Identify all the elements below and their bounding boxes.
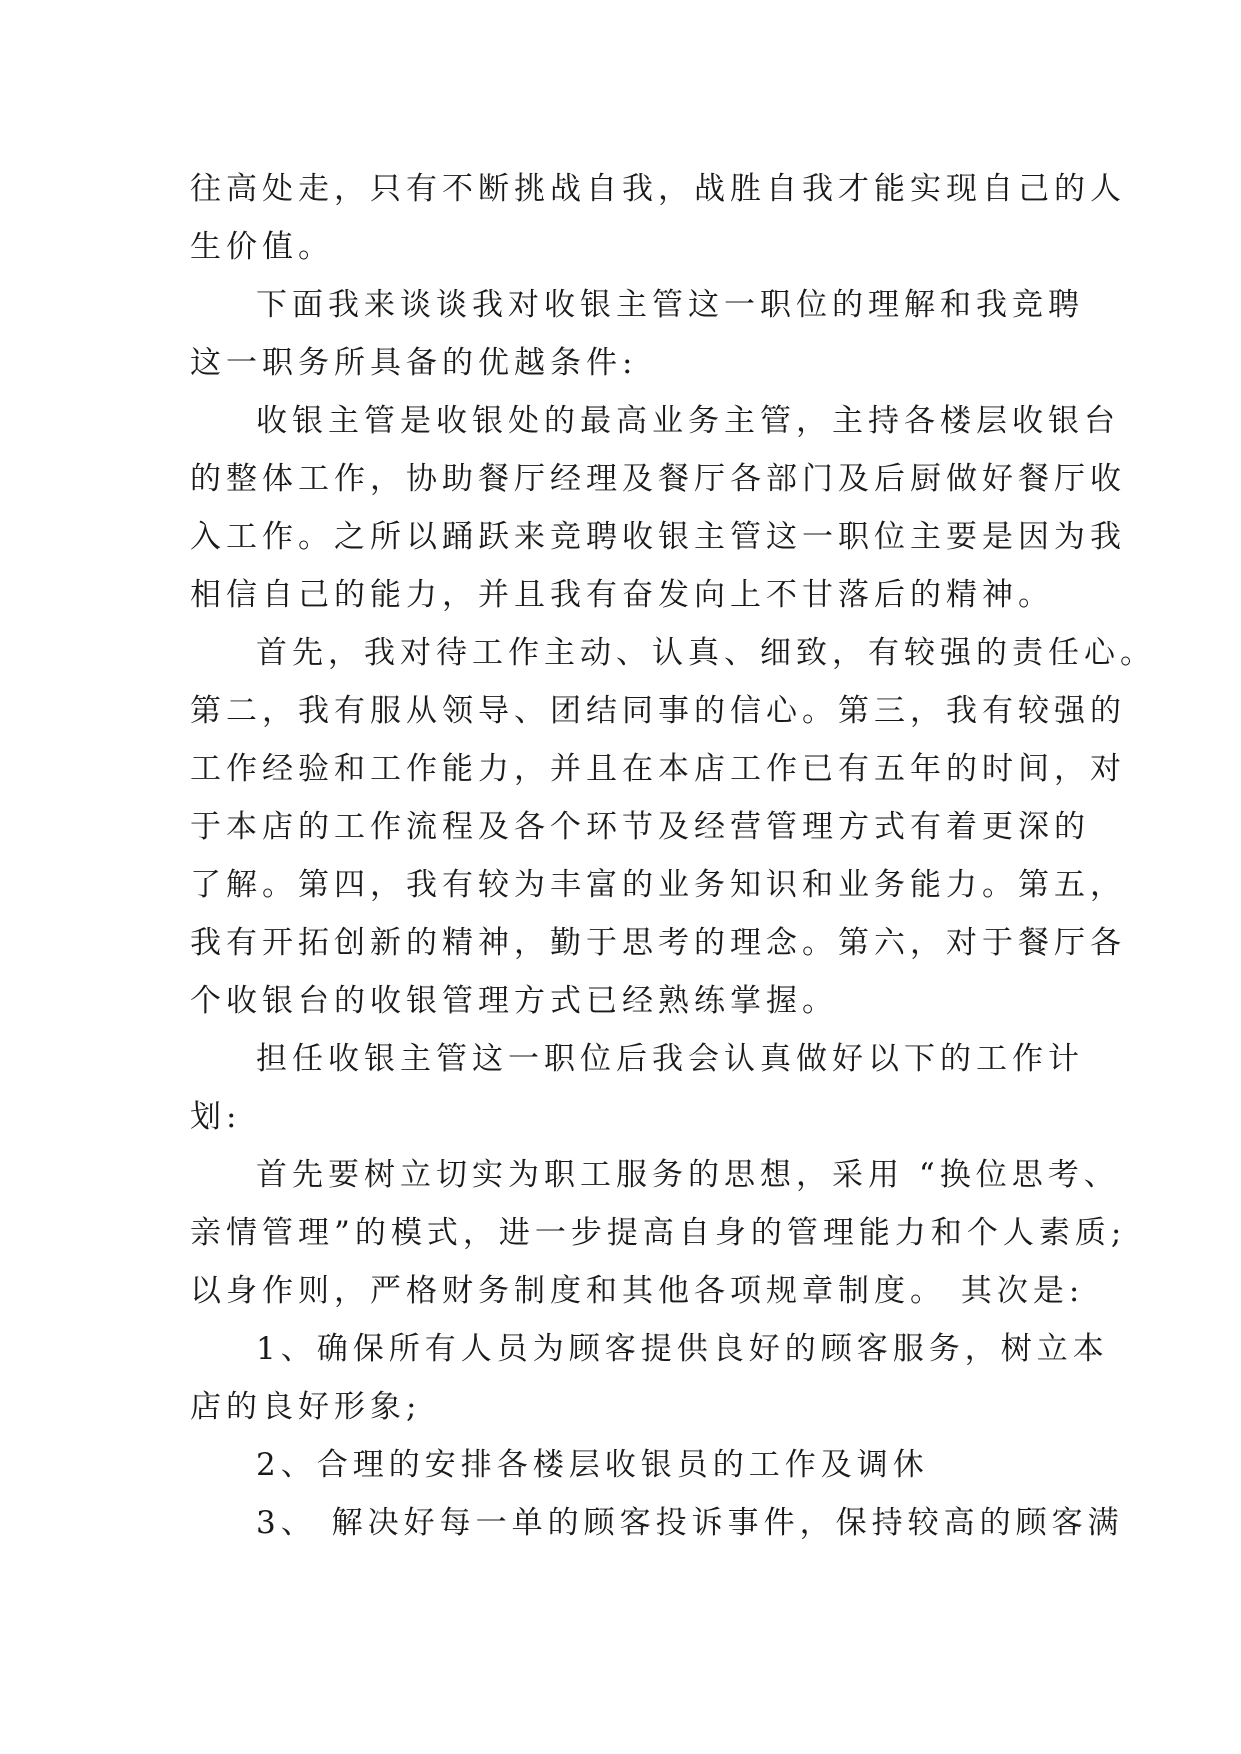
text-line: 相信自己的能力，并且我有奋发向上不甘落后的精神。 [190,577,1054,613]
text-line: 于本店的工作流程及各个环节及经营管理方式有着更深的 [190,809,1090,845]
text-line: 工作经验和工作能力，并且在本店工作已有五年的时间，对 [190,751,1126,787]
text-line: 以身作则，严格财务制度和其他各项规章制度。 其次是: [190,1273,1085,1309]
paragraph-start-line: 下面我来谈谈我对收银主管这一职位的理解和我竞聘 [256,287,1084,323]
paragraph-start-line: 首先要树立切实为职工服务的思想，采用 “换位思考、 [256,1157,1120,1193]
text-line: 划: [190,1099,242,1135]
paragraph-start-line: 收银主管是收银处的最高业务主管，主持各楼层收银台 [256,403,1120,439]
list-item-line: 3、 解决好每一单的顾客投诉事件，保持较高的顾客满 [256,1505,1124,1541]
text-line: 的整体工作，协助餐厅经理及餐厅各部门及后厨做好餐厅收 [190,461,1126,497]
list-item-line: 2、合理的安排各楼层收银员的工作及调休 [256,1447,929,1483]
text-line: 了解。第四，我有较为丰富的业务知识和业务能力。第五， [190,867,1126,903]
text-line: 个收银台的收银管理方式已经熟练掌握。 [190,983,838,1019]
text-line: 生价值。 [190,229,334,265]
paragraph-start-line: 担任收银主管这一职位后我会认真做好以下的工作计 [256,1041,1084,1077]
text-line: 第二，我有服从领导、团结同事的信心。第三，我有较强的 [190,693,1126,729]
document-body [190,160,1156,1552]
text-line: 我有开拓创新的精神，勤于思考的理念。第六，对于餐厅各 [190,925,1126,961]
text-line: 亲情管理”的模式，进一步提高自身的管理能力和个人素质; [190,1215,1127,1251]
text-line: 这一职务所具备的优越条件: [190,345,638,381]
list-item-line: 1、确保所有人员为顾客提供良好的顾客服务，树立本 [256,1331,1109,1367]
paragraph-start-line: 首先，我对待工作主动、认真、细致，有较强的责任心。 [256,635,1156,671]
text-line: 往高处走，只有不断挑战自我，战胜自我才能实现自己的人 [190,171,1126,207]
text-line: 入工作。之所以踊跃来竞聘收银主管这一职位主要是因为我 [190,519,1126,555]
text-line: 店的良好形象; [190,1389,422,1425]
